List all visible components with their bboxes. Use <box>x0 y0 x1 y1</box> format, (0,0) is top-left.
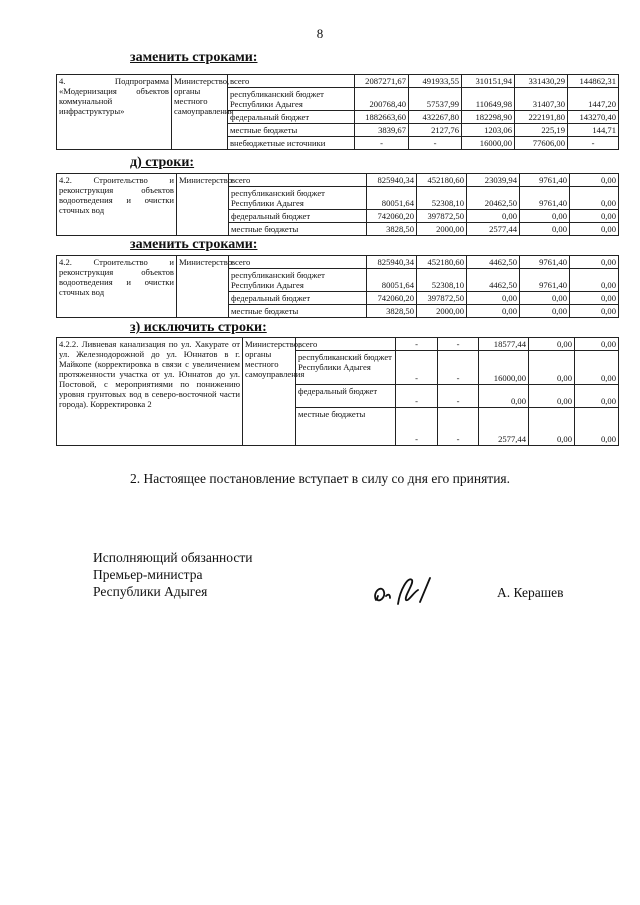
funding-source-label: федеральный бюджет <box>229 292 367 305</box>
funding-source-label: местные бюджеты <box>296 408 396 446</box>
funding-source-label: всего <box>229 174 367 187</box>
value-cell: 52308,10 <box>417 269 467 292</box>
value-cell: 0,00 <box>575 338 619 351</box>
funding-source-label: местные бюджеты <box>229 223 367 236</box>
value-cell: 20462,50 <box>467 187 520 210</box>
heading-replace-rows: заменить строками: <box>130 50 258 65</box>
value-cell: - <box>438 338 479 351</box>
program-name-cell: 4.2. Строительство и реконструкция объектов водоотведения и очистки сточных вод <box>57 174 177 236</box>
table-4-2-old <box>56 173 619 236</box>
value-cell: 0,00 <box>520 210 570 223</box>
value-cell: 0,00 <box>467 210 520 223</box>
value-cell: 397872,50 <box>417 292 467 305</box>
value-cell: 397872,50 <box>417 210 467 223</box>
funding-source-label: внебюджетные источники <box>228 137 355 150</box>
funding-source-label: федеральный бюджет <box>296 385 396 408</box>
value-cell: 0,00 <box>479 385 529 408</box>
funding-source-label: республиканский бюджет Республики Адыгея <box>296 351 396 385</box>
value-cell: 3828,50 <box>367 305 417 318</box>
value-cell: 0,00 <box>570 305 619 318</box>
signatory-name: А. Керашев <box>497 585 564 600</box>
executor-cell: Министерство, органы местного самоуправления <box>243 338 296 446</box>
signatory-line: Исполняющий обязанности <box>93 550 253 565</box>
value-cell: 4462,50 <box>467 256 520 269</box>
value-cell: 80051,64 <box>367 187 417 210</box>
value-cell: - <box>396 338 438 351</box>
value-cell: 0,00 <box>570 174 619 187</box>
value-cell: 452180,60 <box>417 174 467 187</box>
value-cell: 310151,94 <box>462 75 515 88</box>
program-name-cell: 4.2. Строительство и реконструкция объектов водоотведения и очистки сточных вод <box>57 256 177 318</box>
funding-source-label: федеральный бюджет <box>228 111 355 124</box>
value-cell: 9761,40 <box>520 187 570 210</box>
executor-cell: Министерство <box>177 256 229 318</box>
value-cell: - <box>396 351 438 385</box>
funding-source-label: всего <box>296 338 396 351</box>
executor-cell: Министерство, органы местного самоуправления <box>172 75 228 150</box>
funding-source-label: всего <box>228 75 355 88</box>
value-cell: 742060,20 <box>367 292 417 305</box>
table-subprogram-4 <box>56 74 619 150</box>
value-cell: 2000,00 <box>417 223 467 236</box>
value-cell: - <box>568 137 619 150</box>
signatory-title <box>93 549 252 600</box>
value-cell: 0,00 <box>570 256 619 269</box>
value-cell: - <box>438 408 479 446</box>
value-cell: 2577,44 <box>467 223 520 236</box>
value-cell: 2577,44 <box>479 408 529 446</box>
page-number: 8 <box>316 26 324 41</box>
value-cell: 16000,00 <box>479 351 529 385</box>
value-cell: 9761,40 <box>520 269 570 292</box>
value-cell: 110649,98 <box>462 88 515 111</box>
value-cell: 23039,94 <box>467 174 520 187</box>
signatory-line: Республики Адыгея <box>93 584 208 599</box>
heading-replace-rows-2: заменить строками: <box>130 237 258 252</box>
value-cell: 432267,80 <box>409 111 462 124</box>
signatory-line: Премьер-министра <box>93 567 203 582</box>
value-cell: 143270,40 <box>568 111 619 124</box>
value-cell: 182298,90 <box>462 111 515 124</box>
value-cell: 742060,20 <box>367 210 417 223</box>
value-cell: 2000,00 <box>417 305 467 318</box>
value-cell: 3828,50 <box>367 223 417 236</box>
value-cell: 452180,60 <box>417 256 467 269</box>
value-cell: 0,00 <box>467 305 520 318</box>
value-cell: 491933,55 <box>409 75 462 88</box>
value-cell: - <box>438 385 479 408</box>
table-4-2-new <box>56 255 619 318</box>
value-cell: 2087271,67 <box>355 75 409 88</box>
value-cell: 77606,00 <box>515 137 568 150</box>
funding-source-label: местные бюджеты <box>229 305 367 318</box>
value-cell: 825940,34 <box>367 174 417 187</box>
handwritten-signature <box>368 570 448 610</box>
value-cell: 9761,40 <box>520 174 570 187</box>
value-cell: - <box>396 385 438 408</box>
funding-source-label: всего <box>229 256 367 269</box>
value-cell: - <box>396 408 438 446</box>
value-cell: 4462,50 <box>467 269 520 292</box>
heading-exclude-rows: з) исключить строки: <box>130 320 267 335</box>
value-cell: 9761,40 <box>520 256 570 269</box>
value-cell: 0,00 <box>570 223 619 236</box>
value-cell: 80051,64 <box>367 269 417 292</box>
value-cell: 144,71 <box>568 124 619 137</box>
executor-cell: Министерство <box>177 174 229 236</box>
effective-date-paragraph: 2. Настоящее постановление вступает в силу со дня его принятия. <box>130 471 511 486</box>
value-cell: 1203,06 <box>462 124 515 137</box>
value-cell: 18577,44 <box>479 338 529 351</box>
value-cell: 331430,29 <box>515 75 568 88</box>
value-cell: 0,00 <box>570 269 619 292</box>
program-name-cell: 4.2.2. Ливневая канализация по ул. Хакурате от ул. Железнодорожной до ул. Юннатов в г. Майкопе (корректировка в связи с увеличением протяженности участка от ул. Юннатов до ул. Постовой, с мероприятиями по понижению уровня грунтовых вод в северо-восточной части города). Корректировка 2 <box>57 338 243 446</box>
value-cell: 144862,31 <box>568 75 619 88</box>
value-cell: 825940,34 <box>367 256 417 269</box>
funding-source-label: федеральный бюджет <box>229 210 367 223</box>
value-cell: 0,00 <box>575 351 619 385</box>
funding-source-label: местные бюджеты <box>228 124 355 137</box>
value-cell: - <box>355 137 409 150</box>
value-cell: - <box>438 351 479 385</box>
value-cell: 0,00 <box>529 338 575 351</box>
value-cell: 222191,80 <box>515 111 568 124</box>
value-cell: 0,00 <box>529 385 575 408</box>
funding-source-label: республиканский бюджет Республики Адыгея <box>229 269 367 292</box>
value-cell: 0,00 <box>467 292 520 305</box>
value-cell: 225,19 <box>515 124 568 137</box>
heading-d-rows: д) строки: <box>130 155 195 170</box>
value-cell: 0,00 <box>520 223 570 236</box>
value-cell: 200768,40 <box>355 88 409 111</box>
value-cell: 0,00 <box>570 210 619 223</box>
value-cell: 0,00 <box>520 305 570 318</box>
value-cell: 0,00 <box>529 408 575 446</box>
value-cell: 16000,00 <box>462 137 515 150</box>
value-cell: 0,00 <box>570 187 619 210</box>
value-cell: 0,00 <box>575 408 619 446</box>
value-cell: 3839,67 <box>355 124 409 137</box>
funding-source-label: республиканский бюджет Республики Адыгея <box>228 88 355 111</box>
value-cell: 0,00 <box>575 385 619 408</box>
value-cell: 2127,76 <box>409 124 462 137</box>
value-cell: 0,00 <box>529 351 575 385</box>
value-cell: 52308,10 <box>417 187 467 210</box>
program-name-cell: 4. Подпрограмма «Модернизация объектов коммунальной инфраструктуры» <box>57 75 172 150</box>
value-cell: 57537,99 <box>409 88 462 111</box>
value-cell: 0,00 <box>570 292 619 305</box>
table-4-2-2-excluded <box>56 337 619 446</box>
value-cell: 1447,20 <box>568 88 619 111</box>
funding-source-label: республиканский бюджет Республики Адыгея <box>229 187 367 210</box>
value-cell: 1882663,60 <box>355 111 409 124</box>
value-cell: 0,00 <box>520 292 570 305</box>
value-cell: - <box>409 137 462 150</box>
value-cell: 31407,30 <box>515 88 568 111</box>
